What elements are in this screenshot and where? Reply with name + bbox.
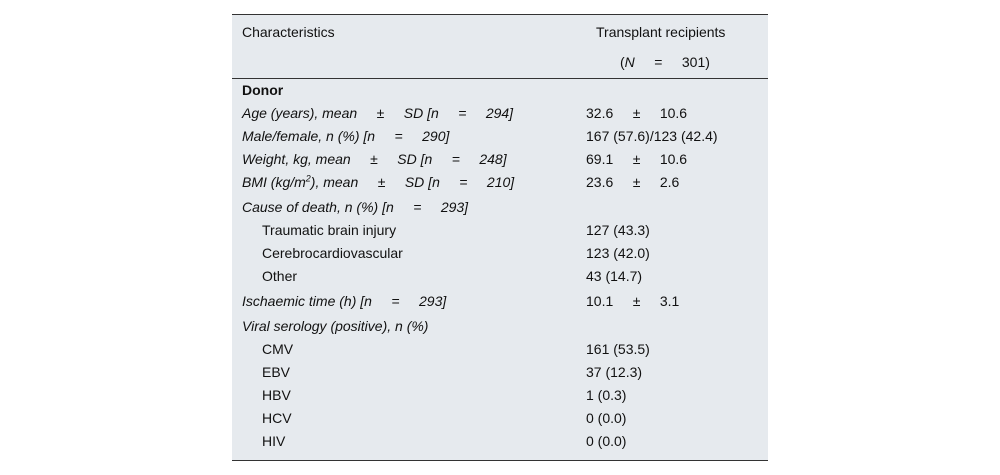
row-value: 123 (42.0) (586, 245, 650, 261)
section-row-donor (232, 79, 768, 101)
row-value: 69.1 ± 10.6 (586, 151, 688, 167)
table-row (232, 290, 768, 312)
row-label: Cerebrocardiovascular (262, 245, 403, 261)
row-label: Cause of death, n (%) [n = 293] (242, 199, 469, 215)
table-row (232, 148, 768, 170)
characteristics-table (232, 14, 768, 461)
row-value: 167 (57.6)/123 (42.4) (586, 128, 718, 144)
table-row (232, 196, 768, 218)
table-row (232, 315, 768, 337)
header-n-symbol: N (624, 54, 635, 70)
table-bottom-rule (232, 460, 768, 461)
row-label: EBV (262, 364, 291, 380)
row-label: Male/female, n (%) [n = 290] (242, 128, 450, 144)
row-label: HBV (262, 387, 291, 403)
row-label: Viral serology (positive), n (%) (242, 318, 429, 334)
row-value: 127 (43.3) (586, 222, 650, 238)
section-label-donor: Donor (242, 82, 284, 98)
row-label-post: ), mean ± SD [n = 210] (310, 174, 515, 190)
table-row (232, 265, 768, 287)
table-row (232, 407, 768, 429)
row-value: 32.6 ± 10.6 (586, 105, 688, 121)
row-value: 0 (0.0) (586, 433, 627, 449)
table-row (232, 242, 768, 264)
row-value: 43 (14.7) (586, 268, 643, 284)
row-label: Ischaemic time (h) [n = 293] (242, 293, 447, 309)
row-value: 161 (53.5) (586, 341, 650, 357)
row-value: 0 (0.0) (586, 410, 627, 426)
row-value: 1 (0.3) (586, 387, 627, 403)
row-label: Traumatic brain injury (262, 222, 397, 238)
table-header (232, 15, 768, 78)
row-label: Other (262, 268, 298, 284)
row-value: 10.1 ± 3.1 (586, 293, 680, 309)
row-label: HIV (262, 433, 286, 449)
row-value: 23.6 ± 2.6 (586, 174, 680, 190)
table-row (232, 430, 768, 452)
table-body (232, 79, 768, 460)
row-label-pre: BMI (kg/m (242, 174, 306, 190)
row-label: Age (years), mean ± SD [n = 294] (242, 105, 514, 121)
table-row (232, 125, 768, 147)
row-label-sup: 2 (305, 173, 311, 184)
table-row (232, 219, 768, 241)
table-row (232, 171, 768, 193)
row-label (242, 171, 514, 193)
table-row (232, 384, 768, 406)
table-row (232, 102, 768, 124)
row-value: 37 (12.3) (586, 364, 643, 380)
header-n-count: (N = 301) (620, 54, 710, 70)
row-label: HCV (262, 410, 292, 426)
row-label: CMV (262, 341, 294, 357)
row-label: Weight, kg, mean ± SD [n = 248] (242, 151, 507, 167)
table-row (232, 338, 768, 360)
header-characteristics: Characteristics (242, 24, 335, 40)
table-row (232, 361, 768, 383)
header-transplant-recipients: Transplant recipients (596, 24, 726, 40)
